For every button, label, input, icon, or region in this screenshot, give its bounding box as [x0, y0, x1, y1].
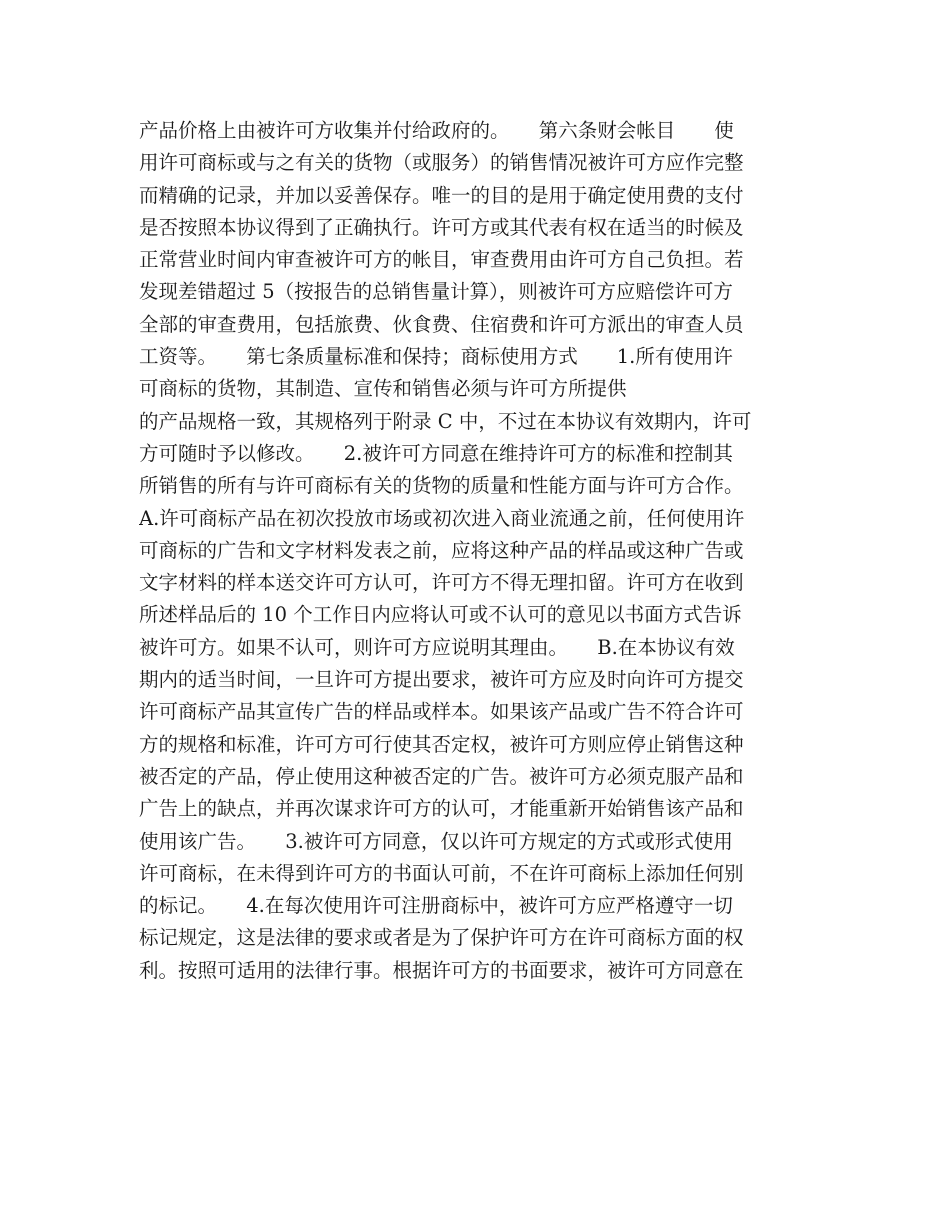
body-text [139, 115, 815, 987]
text-line: 的标记。 4.在每次使用许可注册商标中，被许可方应严格遵守一切 [139, 894, 733, 918]
text-line: 方的规格和标准，许可方可行使其否定权，被许可方则应停止销售这种 [139, 732, 744, 756]
text-line: 期内的适当时间，一旦许可方提出要求，被许可方应及时向许可方提交 [139, 668, 744, 692]
text-line: A.许可商标产品在初次投放市场或初次进入商业流通之前，任何使用许 [139, 506, 745, 530]
text-line: 所销售的所有与许可商标有关的货物的质量和性能方面与许可方合作。 [139, 474, 744, 498]
text-line: 的产品规格一致，其规格列于附录 C 中，不过在本协议有效期内，许可 [139, 409, 752, 433]
text-line: 可商标的广告和文字材料发表之前，应将这种产品的样品或这种广告或 [139, 538, 744, 562]
text-line: 产品价格上由被许可方收集并付给政府的。 第六条财会帐目 使 [139, 119, 734, 142]
text-line: 工资等。 第七条质量标准和保持；商标使用方式 1.所有使用许 [139, 345, 733, 369]
text-line: 发现差错超过 5（按报告的总销售量计算），则被许可方应赔偿许可方 [139, 280, 733, 304]
text-line: 许可商标，在未得到许可方的书面认可前，不在许可商标上添加任何别 [139, 861, 744, 885]
text-line: 标记规定，这是法律的要求或者是为了保护许可方在许可商标方面的权 [139, 926, 744, 950]
text-line: 许可商标产品其宣传广告的样品或样本。如果该产品或广告不符合许可 [139, 700, 744, 724]
text-line: 用许可商标或与之有关的货物（或服务）的销售情况被许可方应作完整 [139, 151, 744, 175]
text-line: 是否按照本协议得到了正确执行。许可方或其代表有权在适当的时候及 [139, 215, 744, 239]
text-line: 被否定的产品，停止使用这种被否定的广告。被许可方必须克服产品和 [139, 764, 744, 788]
text-line: 可商标的货物，其制造、宣传和销售必须与许可方所提供 [139, 377, 627, 401]
text-line: 方可随时予以修改。 2.被许可方同意在维持许可方的标准和控制其 [139, 441, 733, 465]
text-line: 而精确的记录，并加以妥善保存。唯一的目的是用于确定使用费的支付 [139, 183, 744, 207]
text-line: 广告上的缺点，并再次谋求许可方的认可，才能重新开始销售该产品和 [139, 797, 744, 821]
text-line: 正常营业时间内审查被许可方的帐目，审查费用由许可方自己负担。若 [139, 248, 744, 272]
text-line: 使用该广告。 3.被许可方同意，仅以许可方规定的方式或形式使用 [139, 829, 733, 853]
text-line: 文字材料的样本送交许可方认可，许可方不得无理扣留。许可方在收到 [139, 571, 744, 595]
text-line: 所述样品后的 10 个工作日内应将认可或不认可的意见以书面方式告诉 [139, 603, 742, 627]
text-line: 被许可方。如果不认可，则许可方应说明其理由。 B.在本协议有效 [139, 635, 735, 659]
text-line: 利。按照可适用的法律行事。根据许可方的书面要求，被许可方同意在 [139, 958, 744, 982]
text-line: 全部的审查费用，包括旅费、伙食费、住宿费和许可方派出的审查人员 [139, 312, 744, 336]
